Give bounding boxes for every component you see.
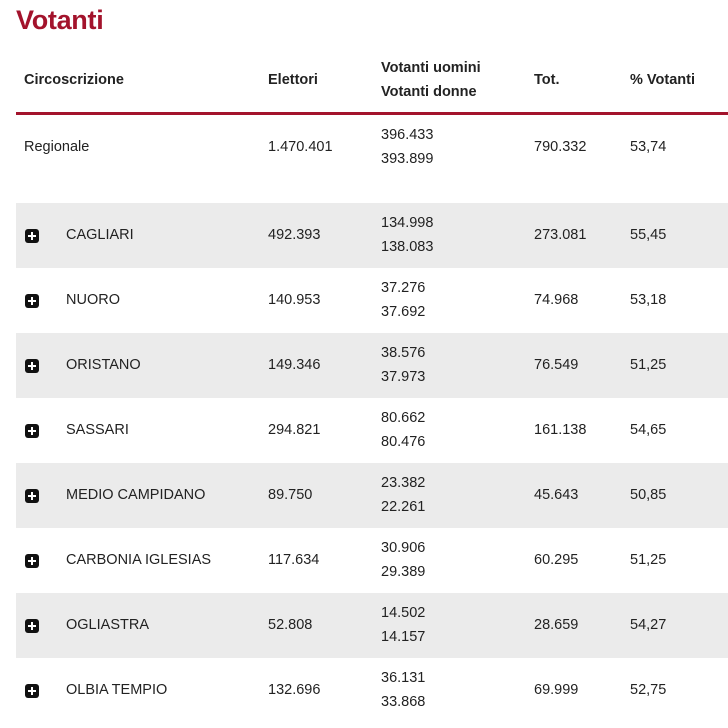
plus-square-icon[interactable] <box>25 229 39 243</box>
row-votanti-donne: 393.899 <box>381 151 434 167</box>
row-elettori: 117.634 <box>268 552 320 568</box>
row-perc: 50,85 <box>630 487 667 503</box>
row-votanti <box>381 471 425 519</box>
table-row <box>16 268 728 333</box>
row-votanti-donne: 29.389 <box>381 564 426 580</box>
table-row <box>16 463 728 528</box>
plus-square-icon[interactable] <box>25 619 39 633</box>
table-row-regionale <box>16 115 728 203</box>
header-votanti-uomini: Votanti uomini <box>381 60 481 76</box>
row-elettori: 132.696 <box>268 682 321 698</box>
row-votanti <box>381 666 425 714</box>
plus-square-icon[interactable] <box>25 359 39 373</box>
row-votanti-donne: 33.868 <box>381 694 426 710</box>
row-votanti-donne: 14.157 <box>381 629 426 645</box>
row-perc: 51,25 <box>630 357 667 373</box>
row-perc: 54,65 <box>630 422 667 438</box>
row-name: MEDIO CAMPIDANO <box>66 487 206 503</box>
header-circoscrizione: Circoscrizione <box>24 72 124 88</box>
row-elettori: 140.953 <box>268 292 321 308</box>
row-tot: 273.081 <box>534 227 587 243</box>
row-perc: 53,18 <box>630 292 667 308</box>
row-elettori: 492.393 <box>268 227 321 243</box>
row-tot: 161.138 <box>534 422 587 438</box>
row-votanti-uomini: 38.576 <box>381 345 426 361</box>
plus-square-icon[interactable] <box>25 554 39 568</box>
row-votanti-uomini: 14.502 <box>381 605 426 621</box>
row-perc: 51,25 <box>630 552 667 568</box>
row-votanti-uomini: 134.998 <box>381 215 434 231</box>
row-tot: 74.968 <box>534 292 579 308</box>
row-votanti-uomini: 36.131 <box>381 670 426 686</box>
row-votanti-uomini: 396.433 <box>381 127 434 143</box>
row-tot: 45.643 <box>534 487 579 503</box>
row-name: CAGLIARI <box>66 227 134 243</box>
row-elettori: 52.808 <box>268 617 313 633</box>
table-row <box>16 593 728 658</box>
row-votanti <box>381 536 425 584</box>
row-votanti <box>381 341 425 389</box>
row-perc: 53,74 <box>630 139 667 155</box>
row-name: OLBIA TEMPIO <box>66 682 168 698</box>
row-name: ORISTANO <box>66 357 141 373</box>
header-perc-votanti: % Votanti <box>630 72 695 88</box>
row-votanti <box>381 601 425 649</box>
row-name: OGLIASTRA <box>66 617 149 633</box>
row-votanti-uomini: 37.276 <box>381 280 426 296</box>
row-votanti <box>381 211 433 259</box>
row-tot: 76.549 <box>534 357 579 373</box>
plus-square-icon[interactable] <box>25 294 39 308</box>
row-elettori: 1.470.401 <box>268 139 333 155</box>
row-votanti <box>381 276 425 324</box>
table-row <box>16 658 728 723</box>
table-header <box>16 52 728 115</box>
row-name: NUORO <box>66 292 120 308</box>
plus-square-icon[interactable] <box>25 489 39 503</box>
row-votanti-donne: 22.261 <box>381 499 426 515</box>
page-title: Votanti <box>16 5 104 35</box>
row-elettori: 294.821 <box>268 422 321 438</box>
row-votanti-uomini: 80.662 <box>381 410 426 426</box>
row-perc: 54,27 <box>630 617 667 633</box>
table-row <box>16 398 728 463</box>
row-name: SASSARI <box>66 422 129 438</box>
row-votanti <box>381 406 425 454</box>
row-tot: 790.332 <box>534 139 587 155</box>
header-tot: Tot. <box>534 72 560 88</box>
row-name: Regionale <box>24 139 90 155</box>
row-votanti-donne: 80.476 <box>381 434 426 450</box>
header-votanti <box>381 56 481 104</box>
plus-square-icon[interactable] <box>25 684 39 698</box>
table-row <box>16 528 728 593</box>
row-votanti-uomini: 30.906 <box>381 540 426 556</box>
row-tot: 28.659 <box>534 617 579 633</box>
row-name: CARBONIA IGLESIAS <box>66 552 212 568</box>
row-votanti-donne: 37.692 <box>381 304 426 320</box>
row-votanti-donne: 37.973 <box>381 369 426 385</box>
row-votanti-uomini: 23.382 <box>381 475 426 491</box>
row-tot: 69.999 <box>534 682 579 698</box>
row-perc: 55,45 <box>630 227 667 243</box>
table-row <box>16 203 728 268</box>
table-row <box>16 333 728 398</box>
row-elettori: 89.750 <box>268 487 313 503</box>
row-perc: 52,75 <box>630 682 667 698</box>
header-elettori: Elettori <box>268 72 318 88</box>
row-elettori: 149.346 <box>268 357 321 373</box>
row-votanti <box>381 123 433 171</box>
row-votanti-donne: 138.083 <box>381 239 434 255</box>
header-votanti-donne: Votanti donne <box>381 84 477 100</box>
plus-square-icon[interactable] <box>25 424 39 438</box>
votanti-table <box>16 52 728 723</box>
row-tot: 60.295 <box>534 552 579 568</box>
